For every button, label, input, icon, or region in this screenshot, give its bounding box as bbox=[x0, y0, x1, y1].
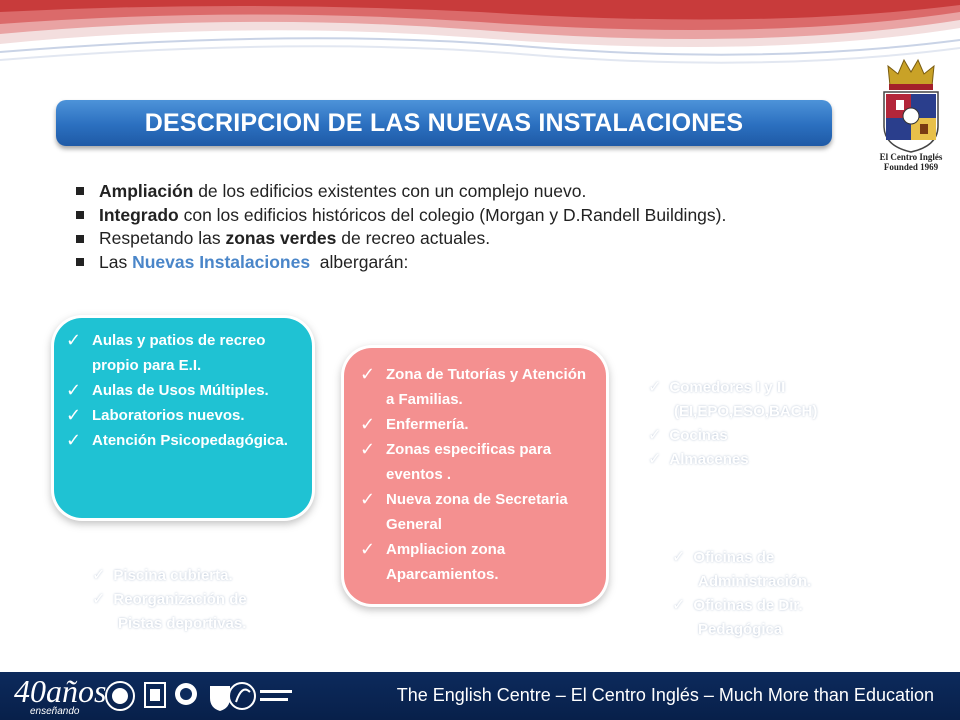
list-item bbox=[360, 362, 596, 412]
crest-caption-line1: El Centro Inglés bbox=[879, 152, 943, 162]
anniversary-logo bbox=[12, 673, 107, 718]
page-title: DESCRIPCION DE LAS NUEVAS INSTALACIONES bbox=[56, 100, 832, 146]
item-text: Zonas especificas para eventos . bbox=[386, 441, 552, 483]
item-text: Reorganización de bbox=[113, 591, 247, 608]
ghost-list-right-bottom bbox=[672, 546, 811, 642]
list-item bbox=[648, 400, 817, 424]
checkmark-icon: ✓ bbox=[66, 330, 82, 350]
crest-caption-line2: Founded 1969 bbox=[883, 162, 939, 172]
item-text: Nueva zona de Secretaria General bbox=[386, 491, 568, 533]
checkmark-icon: ✓ bbox=[648, 451, 662, 468]
checkmark-icon: ✓ bbox=[360, 414, 376, 434]
list-item bbox=[648, 376, 817, 400]
bullet-list bbox=[70, 180, 726, 274]
item-text: (EI,EPO,ESO,BACH) bbox=[674, 403, 818, 420]
item-text: Aulas y patios de recreo propio para E.I. bbox=[92, 332, 266, 374]
bullet-bold: Integrado bbox=[99, 204, 179, 225]
list-item bbox=[360, 487, 596, 537]
checkmark-icon: ✓ bbox=[360, 539, 376, 559]
item-text: Cocinas bbox=[669, 427, 728, 444]
checkmark-icon: ✓ bbox=[648, 379, 662, 396]
list-item bbox=[648, 424, 817, 448]
item-text: Aulas de Usos Múltiples. bbox=[92, 382, 269, 399]
list-item bbox=[66, 328, 302, 378]
quality-seal-icon bbox=[172, 680, 200, 712]
bullet-text: con los edificios históricos del colegio (Morgan y D.Randell Buildings). bbox=[178, 204, 727, 225]
crest-caption bbox=[866, 152, 956, 172]
list-item bbox=[66, 403, 302, 428]
checkmark-icon: ✓ bbox=[66, 430, 82, 450]
item-text: Enfermería. bbox=[386, 416, 469, 433]
item-text: Pistas deportivas. bbox=[118, 615, 247, 632]
item-text: Oficinas de bbox=[693, 549, 775, 566]
item-text: Pedagógica bbox=[698, 621, 783, 638]
checkmark-icon: ✓ bbox=[66, 380, 82, 400]
bullet-bold: Ampliación bbox=[99, 181, 194, 201]
item-text: Ampliacion zona Aparcamientos. bbox=[386, 541, 506, 583]
bullet-text-pre: Respetando las bbox=[99, 228, 226, 249]
list-item bbox=[92, 564, 247, 588]
checkmark-icon: ✓ bbox=[92, 567, 106, 584]
anniversary-logo-title: 40años bbox=[14, 673, 107, 709]
item-text: Administración. bbox=[698, 573, 812, 590]
list-item bbox=[360, 537, 596, 587]
checkmark-icon: ✓ bbox=[672, 549, 686, 566]
item-text: Oficinas de Dir. bbox=[693, 597, 803, 614]
checkmark-icon: ✓ bbox=[360, 489, 376, 509]
item-text: Comedores I y II bbox=[669, 379, 786, 396]
item-text: Zona de Tutorías y Atención a Familias. bbox=[386, 366, 587, 408]
list-item bbox=[672, 618, 811, 642]
list-item bbox=[70, 180, 726, 204]
bullet-highlight: Nuevas Instalaciones bbox=[132, 251, 311, 272]
item-text: Almacenes bbox=[669, 451, 749, 468]
checkmark-icon: ✓ bbox=[672, 597, 686, 614]
list-item bbox=[70, 227, 726, 251]
square-bullet-icon bbox=[76, 211, 84, 219]
bullet-bold: zonas verdes bbox=[225, 228, 337, 249]
ghost-list-right-top bbox=[648, 376, 817, 472]
checkmark-icon: ✓ bbox=[648, 427, 662, 444]
list-item bbox=[92, 612, 247, 636]
accreditation-badge-icon bbox=[104, 680, 136, 712]
list-item bbox=[70, 204, 726, 228]
list-item bbox=[92, 588, 247, 612]
checkmark-icon: ✓ bbox=[360, 364, 376, 384]
footer-tagline: The English Centre – El Centro Inglés – Much More than Education bbox=[396, 685, 934, 705]
environment-logo-icon bbox=[226, 676, 296, 716]
bullet-text: albergarán: bbox=[310, 251, 409, 272]
list-item bbox=[360, 412, 596, 437]
list-item bbox=[66, 428, 302, 453]
square-bullet-icon bbox=[76, 258, 84, 266]
item-text: Atención Psicopedagógica. bbox=[92, 432, 288, 449]
facilities-box-pink bbox=[344, 348, 606, 604]
bullet-text: de los edificios existentes con un complejo nuevo. bbox=[193, 181, 587, 201]
list-item bbox=[648, 448, 817, 472]
certification-badge-icon bbox=[142, 680, 168, 712]
bullet-text: de recreo actuales. bbox=[336, 228, 491, 249]
square-bullet-icon bbox=[76, 187, 84, 195]
checkmark-icon: ✓ bbox=[66, 405, 82, 425]
ghost-list-left-bottom bbox=[92, 564, 247, 636]
list-item bbox=[672, 546, 811, 570]
checkmark-icon: ✓ bbox=[92, 591, 106, 608]
item-text: Piscina cubierta. bbox=[113, 567, 233, 584]
facilities-box-teal bbox=[54, 318, 312, 518]
checkmark-icon: ✓ bbox=[360, 439, 376, 459]
header-wave-decoration bbox=[0, 0, 960, 80]
footer-bar bbox=[0, 672, 960, 720]
anniversary-logo-subtitle: enseñando bbox=[30, 706, 80, 717]
item-text: Laboratorios nuevos. bbox=[92, 407, 245, 424]
bullet-text-pre: Las bbox=[99, 251, 133, 272]
list-item bbox=[672, 570, 811, 594]
list-item bbox=[360, 437, 596, 487]
list-item bbox=[66, 378, 302, 403]
square-bullet-icon bbox=[76, 235, 84, 243]
list-item bbox=[70, 251, 726, 275]
list-item bbox=[672, 594, 811, 618]
